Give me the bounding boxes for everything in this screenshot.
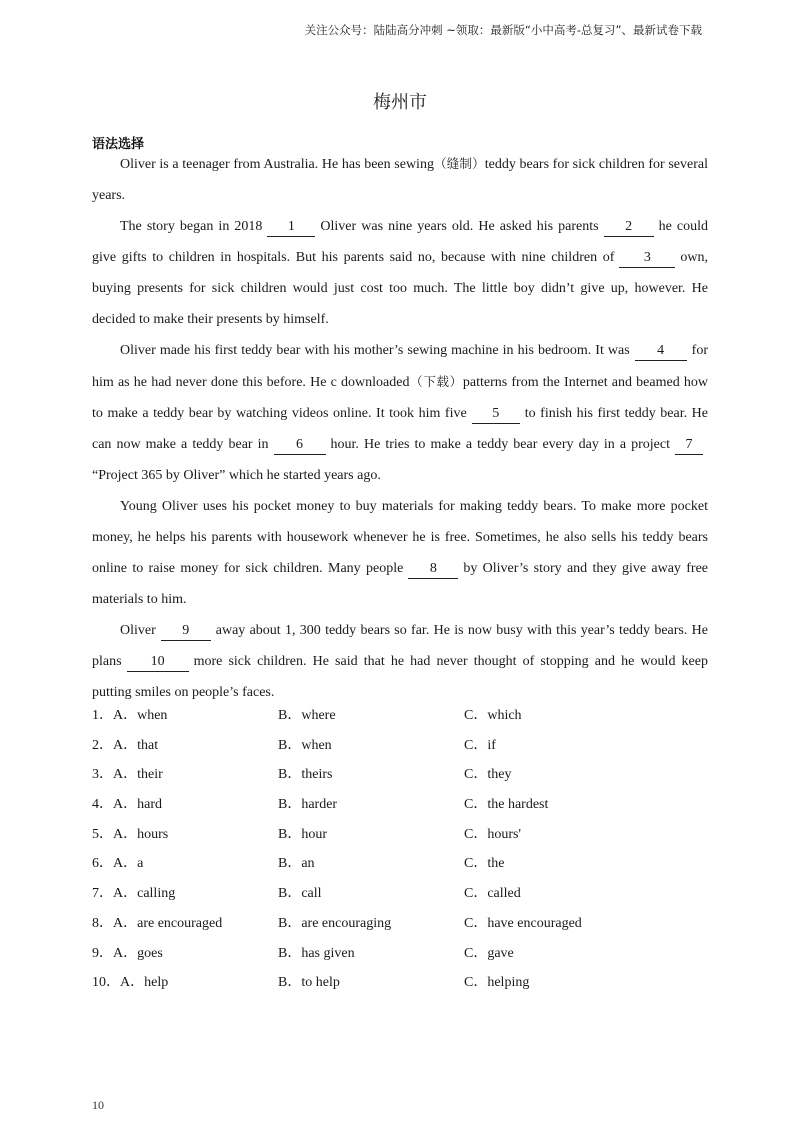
option-a[interactable]: 5．A．hours xyxy=(92,826,169,842)
chinese-gloss: （下载） xyxy=(409,374,463,389)
text: he could give gifts to children in hospitals. But his parents said no, because with nine children of xyxy=(92,219,708,265)
text: patterns from the Internet and beamed how to make a teddy bear by watching videos online. It took him five xyxy=(92,375,708,421)
option-a[interactable]: 1．A．when xyxy=(92,708,168,723)
option-a[interactable]: 7．A．calling xyxy=(92,886,176,902)
text: Young Oliver uses his pocket money to buy materials for making teddy bears. To make more pocket money, he helps his parents with housework whenever he is free. Sometimes, he also sells his teddy bears online to raise money for sick children. Many people xyxy=(92,499,708,576)
question-option-row xyxy=(92,941,712,971)
paragraph-4 xyxy=(92,491,708,615)
option-c[interactable]: C．the hardest xyxy=(464,797,549,813)
option-c[interactable]: C．have encouraged xyxy=(464,915,582,931)
text: to finish his first teddy bear. He can now make a teddy bear in xyxy=(92,406,708,452)
paragraph-5 xyxy=(92,615,708,708)
text: Oliver was nine years old. He asked his parents xyxy=(320,219,599,234)
blank-1[interactable]: 1 xyxy=(267,218,315,237)
option-c[interactable]: C．helping xyxy=(464,975,530,991)
option-a[interactable]: 3．A．their xyxy=(92,767,163,783)
option-a[interactable]: 10．A．help xyxy=(92,975,169,991)
question-option-row xyxy=(92,703,712,733)
question-option-row xyxy=(92,822,712,852)
option-b[interactable]: B．theirs xyxy=(278,767,333,783)
option-c[interactable]: C．they xyxy=(464,767,512,783)
section-title: 语法选择 xyxy=(92,137,145,152)
text: Oliver xyxy=(120,623,156,638)
paragraph-2 xyxy=(92,211,708,335)
option-a[interactable]: 8．A．are encouraged xyxy=(92,915,223,931)
option-c[interactable]: C．called xyxy=(464,886,521,902)
option-c[interactable]: C．which xyxy=(464,708,522,723)
answer-options xyxy=(92,703,712,1000)
blank-5[interactable]: 5 xyxy=(472,405,520,424)
paragraph-1 xyxy=(92,148,708,211)
option-a[interactable]: 6．A．a xyxy=(92,856,144,872)
option-b[interactable]: B．call xyxy=(278,886,322,902)
question-option-row xyxy=(92,733,712,763)
blank-8[interactable]: 8 xyxy=(408,560,458,579)
page-number: 10 xyxy=(92,1098,104,1112)
text: hour. He tries to make a teddy bear every day in a project xyxy=(330,437,670,452)
option-a[interactable]: 4．A．hard xyxy=(92,797,162,813)
option-b[interactable]: B．an xyxy=(278,856,315,872)
text: Oliver made his first teddy bear with his mother’s sewing machine in his bedroom. It was xyxy=(120,343,630,358)
text: for him as he had never done this before. He c downloaded xyxy=(92,343,708,390)
text: The story began in 2018 xyxy=(120,219,263,234)
text: teddy bears for sick children for several years. xyxy=(92,157,709,203)
option-b[interactable]: B．harder xyxy=(278,797,338,813)
option-b[interactable]: B．where xyxy=(278,708,336,723)
page-title: 梅州市 xyxy=(373,92,427,113)
option-b[interactable]: B．to help xyxy=(278,975,340,991)
option-c[interactable]: C．if xyxy=(464,737,496,753)
blank-7[interactable]: 7 xyxy=(675,436,703,455)
question-option-row xyxy=(92,762,712,792)
question-option-row xyxy=(92,911,712,941)
question-option-row xyxy=(92,970,712,1000)
text: away about 1, 300 teddy bears so far. He is now busy with this year’s teddy bears. He plans xyxy=(92,623,708,669)
text: more sick children. He said that he had never thought of stopping and he would keep putting smiles on people’s faces. xyxy=(92,654,708,700)
question-option-row xyxy=(92,881,712,911)
blank-9[interactable]: 9 xyxy=(161,622,211,641)
blank-4[interactable]: 4 xyxy=(635,342,687,361)
option-b[interactable]: B．has given xyxy=(278,945,355,961)
text: own, buying presents for sick children would just cost too much. The little boy didn’t give up, however. He decided to make their presents by himself. xyxy=(92,250,708,327)
question-option-row xyxy=(92,851,712,881)
option-a[interactable]: 2．A．that xyxy=(92,737,159,753)
option-b[interactable]: B．when xyxy=(278,737,332,753)
chinese-gloss: （缝制） xyxy=(433,156,485,171)
option-c[interactable]: C．gave xyxy=(464,945,514,961)
text: “Project 365 by Oliver” which he started years ago. xyxy=(92,468,381,483)
option-b[interactable]: B．are encouraging xyxy=(278,915,392,931)
blank-6[interactable]: 6 xyxy=(274,436,326,455)
text: Oliver is a teenager from Australia. He has been sewing xyxy=(120,157,434,172)
question-option-row xyxy=(92,792,712,822)
option-c[interactable]: C．the xyxy=(464,856,505,872)
blank-3[interactable]: 3 xyxy=(619,249,675,268)
option-b[interactable]: B．hour xyxy=(278,826,327,842)
option-a[interactable]: 9．A．goes xyxy=(92,945,163,961)
text: by Oliver’s story and they give away free materials to him. xyxy=(92,561,709,607)
page-header: 关注公众号：陆陆高分冲刺 ~领取：最新版“小中高考-总复习”、最新试卷下载 xyxy=(304,23,702,37)
option-c[interactable]: C．hours' xyxy=(464,826,521,842)
paragraph-3 xyxy=(92,335,708,491)
passage xyxy=(92,148,708,708)
blank-2[interactable]: 2 xyxy=(604,218,654,237)
blank-10[interactable]: 10 xyxy=(127,653,189,672)
